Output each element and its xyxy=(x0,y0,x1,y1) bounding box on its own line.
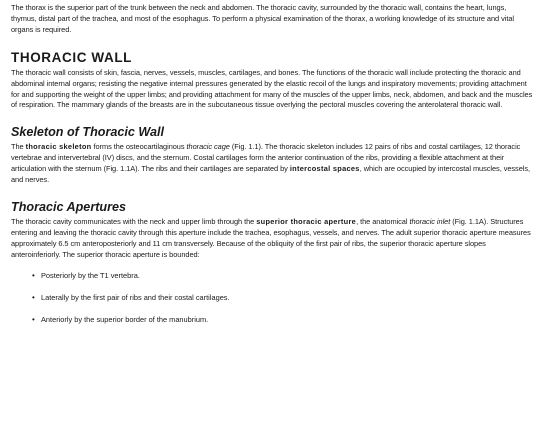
skeleton-text-3: (Fig. 1.1). The thoracic skeleton includes 12 pairs of ribs and costal cartilages, 12 thoracic vertebrae and intervertebral (IV) discs, and the sternum. Costal cartilages form the anterior continuation of the ribs, providing a flexible attachment at their articulation with the sternum (Fig. 1.1A). The ribs and their cartilages are separated by xyxy=(11,142,521,174)
aperture-boundaries-list xyxy=(11,271,533,325)
bullet-icon: • xyxy=(32,314,35,324)
list-item xyxy=(32,271,533,281)
skeleton-text-2: forms the osteocartilaginous xyxy=(91,142,187,152)
list-item-text: Posteriorly by the T1 vertebra. xyxy=(41,270,140,280)
heading-skeleton: Skeleton of Thoracic Wall xyxy=(11,125,165,140)
term-intercostal-spaces: intercostal spaces xyxy=(289,164,360,174)
list-item xyxy=(32,293,533,303)
apertures-paragraph xyxy=(11,217,533,261)
list-item-text: Laterally by the first pair of ribs and their costal cartilages. xyxy=(41,292,230,302)
heading-thoracic-wall: THORACIC WALL xyxy=(11,49,133,65)
term-thoracic-cage: thoracic cage xyxy=(186,142,230,152)
intro-paragraph: The thorax is the superior part of the trunk between the neck and abdomen. The thoracic cavity, surrounded by the thoracic wall, contains the heart, lungs, thymus, distal part of the trachea, and most of the esophagus. To perform a physical examination of the thorax, a working knowledge of its structure and vital organs is required. xyxy=(11,3,515,34)
term-thoracic-inlet: thoracic inlet xyxy=(409,216,451,226)
list-item-text: Anteriorly by the superior border of the manubrium. xyxy=(41,314,209,324)
skeleton-text-1: The xyxy=(11,142,26,152)
apertures-text-2: , the anatomical xyxy=(356,216,410,226)
term-thoracic-skeleton: thoracic skeleton xyxy=(25,142,92,152)
term-superior-thoracic-aperture: superior thoracic aperture xyxy=(256,216,357,226)
apertures-text-3: (Fig. 1.1A). Structures entering and leaving the thoracic cavity through this aperture include the trachea, esophagus, vessels, and nerves. The adult superior thoracic aperture measures approximately 6.5 cm anteroposteriorly and 11 cm transversely. Because of the obliquity of the first pair of ribs, the superior thoracic aperture slopes anteroinferiorly. The superior thoracic aperture is bounded: xyxy=(11,216,531,259)
skeleton-text-4: , which are occupied by intercostal muscles, vessels, and nerves. xyxy=(11,164,531,185)
heading-apertures: Thoracic Apertures xyxy=(11,199,127,214)
apertures-text-1: The thoracic cavity communicates with the neck and upper limb through the xyxy=(11,216,257,226)
bullet-icon: • xyxy=(32,292,35,302)
list-item xyxy=(32,315,533,325)
skeleton-paragraph xyxy=(11,142,533,186)
bullet-icon: • xyxy=(32,270,35,280)
thoracic-wall-paragraph: The thoracic wall consists of skin, fascia, nerves, vessels, muscles, cartilages, and bones. The functions of the thoracic wall include protecting the thoracic and abdominal internal organs; resisting the negative internal pressures generated by the elastic recoil of the lungs and inspiratory movements; providing attachment for and supporting the weight of the upper limbs; and providing attachment for many of the muscles of the upper limbs, neck, abdomen, and back and the muscles of respiration. The mammary glands of the breasts are in the subcutaneous tissue overlying the pectoral muscles covering the anterolateral thoracic wall. xyxy=(11,67,533,110)
